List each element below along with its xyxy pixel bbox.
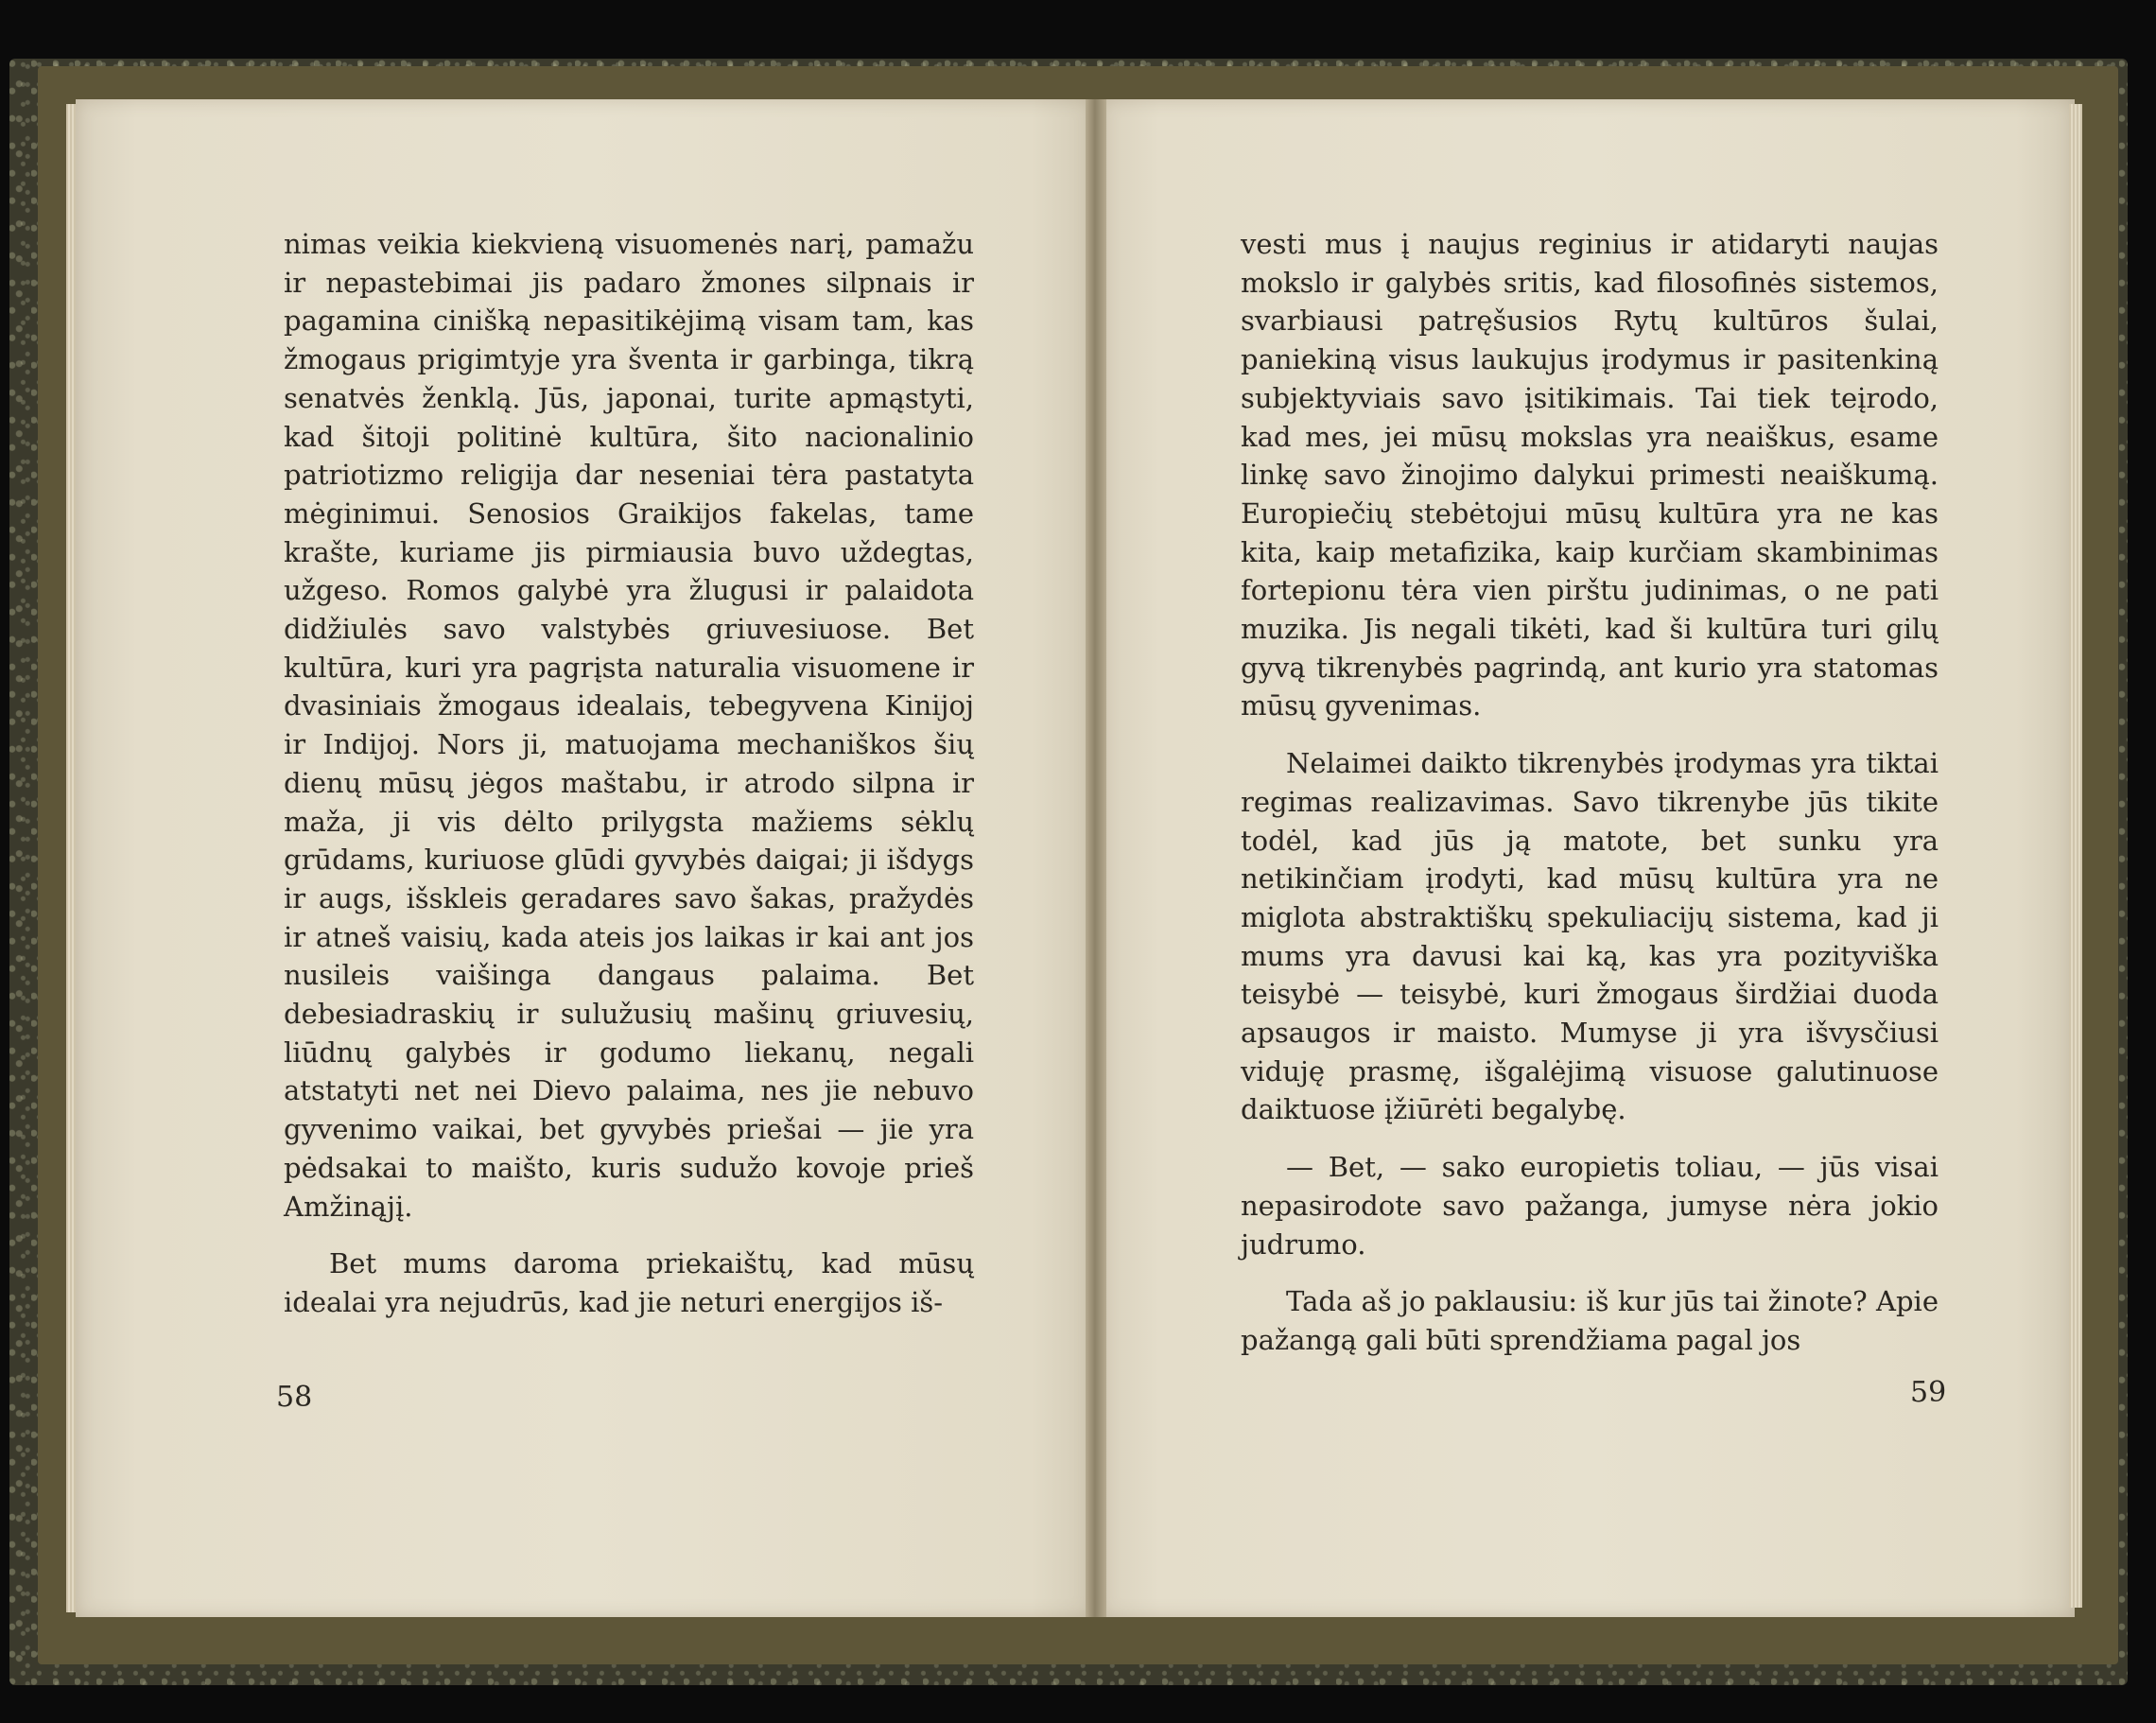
right-paragraph-3: — Bet, — sako europietis toliau, — jūs visai nepasirodote savo pažanga, jumyse nėra jokio judrumo. <box>1241 1151 1939 1261</box>
left-paragraph-1: nimas veikia kiekvieną visuomenės narį, pamažu ir nepastebimai jis padaro žmones silpnais ir pagamina cinišką nepasitikėjimą visam tam, kas žmogaus prigimtyje yra šventa ir garbinga, tikrą senatvės ženklą. Jūs, japonai, turite apmąstyti, kad šitoji politinė kultūra, šito nacionalinio patriotizmo religija dar neseniai tėra pastatyta mėginimui. Senosios Graikijos fakelas, tame krašte, kuriame jis pirmiausia buvo uždegtas, užgeso. Romos galybė yra žlugusi ir palaidota didžiulės savo valstybės griuvesiuose. Bet kultūra, kuri yra pagrįsta naturalia visuomene ir dvasiniais žmogaus idealais, tebegyvena Kinijoj ir Indijoj. Nors ji, matuojama mechaniškos šių dienų mūsų jėgos maštabu, ir atrodo silpna ir maža, ji vis dėlto prilygsta mažiems sėklų grūdams, kuriuose glūdi gyvybės daigai; ji išdygs ir augs, išskleis geradares savo šakas, pražydės ir atneš vaisių, kada ateis jos laikas ir kai ant jos nusileis vaišinga dangaus palaima. Bet debesiadraskių ir sulužusių mašinų griuvesių, liūdnų galybės ir godumo liekanų, negali atstatyti net nei Dievo palaima, nes jie nebuvo gyvenimo vaikai, bet gyvybės priešai — jie yra pėdsakai to maišto, kuris sudužo kovoje prieš Amžinąjį. <box>284 228 974 1223</box>
book-gutter <box>1086 99 1106 1617</box>
right-page-text <box>1241 225 1939 1360</box>
left-page-text <box>284 225 974 1322</box>
right-paragraph-4: Tada aš jo paklausiu: iš kur jūs tai žinote? Apie pažangą gali būti sprendžiama pagal jos <box>1241 1285 1939 1356</box>
left-paragraph-2: Bet mums daroma priekaištų, kad mūsų idealai yra nejudrūs, kad jie neturi energijos iš- <box>284 1247 974 1318</box>
right-page-edges <box>2069 104 2082 1608</box>
right-page-number: 59 <box>1910 1376 1947 1409</box>
left-page-number: 58 <box>276 1381 313 1414</box>
right-paragraph-1: vesti mus į naujus reginius ir atidaryti naujas mokslo ir galybės sritis, kad filosofinės sistemos, svarbiausi patręšusios Rytų kultūros šulai, paniekiną visus laukujus įrodymus ir pasitenkiną subjektyviais savo įsitikimais. Tai tiek teįrodo, kad mes, jei mūsų mokslas yra neaiškus, esame linkę savo žinojimo dalykui primesti neaiškumą. Europiečių stebėtojui mūsų kultūra yra ne kas kita, kaip metafizika, kaip kurčiam skambinimas fortepionu tėra vien pirštu judinimas, o ne pati muzika. Jis negali tikėti, kad ši kultūra turi gilų gyvą tikrenybės pagrindą, ant kurio yra statomas mūsų gyvenimas. <box>1241 228 1939 722</box>
right-paragraph-2: Nelaimei daikto tikrenybės įrodymas yra tiktai regimas realizavimas. Savo tikrenybe jūs tikite todėl, kad jūs ją matote, bet sunku yra netikinčiam įrodyti, kad mūsų kultūra yra ne miglota abstraktiškų spekuliacijų sistema, kad ji mums yra davusi kai ką, kas yra pozityviška teisybė — teisybė, kuri žmogaus širdžiai duoda apsaugos ir maisto. Mumyse ji yra išvysčiusi viduję prasmę, išgalėjimą visuose galutinuose daiktuose įžiūrėti begalybę. <box>1241 747 1939 1126</box>
